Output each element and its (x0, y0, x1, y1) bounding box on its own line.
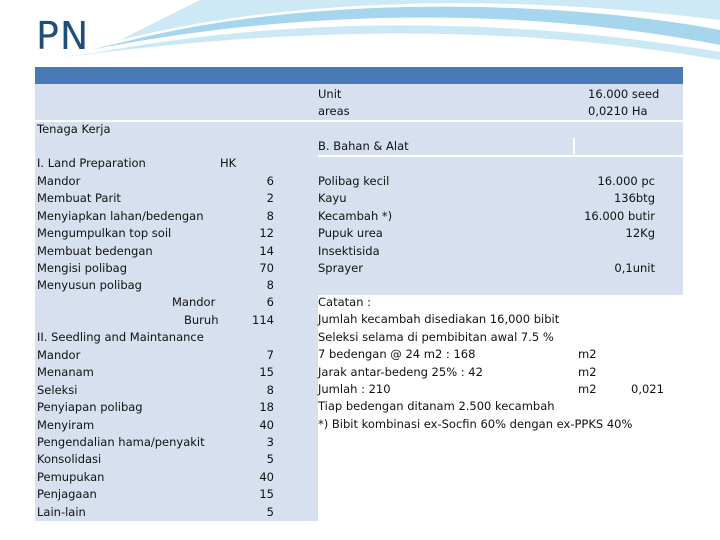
labour-item-label: Membuat bedengan (37, 243, 153, 258)
column-divider (573, 138, 575, 155)
labour-item-label: Konsolidasi (37, 452, 102, 467)
mandor-subtotal-value: 6 (266, 295, 274, 309)
material-value: 16.000 pc (597, 174, 655, 188)
mandor-subtotal-label: Mandor (172, 295, 216, 309)
note-text: Tiap bedengan ditanam 2.500 kecambah (318, 399, 555, 414)
labour-item-value: 6 (266, 174, 274, 188)
material-value: 12Kg (625, 226, 655, 241)
labour-item-label: Pengendalian hama/penyakit (37, 435, 205, 449)
page-title: PN (36, 14, 90, 58)
unit-label: Unit (318, 87, 342, 101)
labour-item-value: 14 (259, 243, 274, 258)
labour-item-label: Lain-lain (37, 504, 86, 519)
material-label: Kayu (318, 191, 347, 206)
note-text: Jarak antar-bedeng 25% : 42 (318, 364, 483, 379)
table-header-bar (35, 67, 683, 84)
material-label: Kecambah *) (318, 208, 393, 223)
labour-item-value: 8 (266, 382, 274, 397)
section-title-labour: Tenaga Kerja (37, 122, 111, 136)
labour-item-value: 40 (259, 469, 274, 484)
material-label: Sprayer (318, 261, 363, 275)
note-text: Jumlah kecambah disediakan 16,000 bibit (318, 312, 560, 327)
buruh-subtotal-label: Buruh (184, 313, 219, 327)
labour-item-value: 5 (266, 504, 274, 519)
labour-item-label: Menyusun polibag (37, 278, 142, 293)
labour-item-value: 15 (259, 365, 274, 380)
material-label: Polibag kecil (318, 174, 390, 188)
labour-item-label: Mengisi polibag (37, 261, 127, 275)
labour-item-label: Mandor (37, 174, 81, 188)
material-value: 0,1unit (614, 261, 655, 275)
material-label: Insektisida (318, 243, 380, 258)
note-unit: m2 (578, 382, 597, 396)
material-label: Pupuk urea (318, 226, 383, 241)
labour-item-value: 15 (259, 487, 274, 502)
note-text: Jumlah : 210 (318, 382, 391, 396)
note-unit: m2 (578, 347, 597, 362)
labour-item-label: Menyiapkan lahan/bedengan (37, 208, 204, 223)
labour-item-label: Membuat Parit (37, 191, 121, 206)
labour-item-label: Penyiapan polibag (37, 400, 143, 415)
labour-item-label: Penjagaan (37, 487, 97, 502)
labour-item-label: Mandor (37, 348, 81, 362)
part2-title: II. Seedling and Maintanance (37, 330, 204, 344)
material-value: 16.000 butir (584, 208, 655, 223)
areas-value: 0,0210 Ha (588, 104, 648, 118)
note-text: *) Bibit kombinasi ex-Socfin 60% dengan ex-PPKS 40% (318, 416, 633, 431)
header-swoosh (0, 0, 720, 70)
labour-item-value: 40 (259, 417, 274, 432)
labour-item-label: Mengumpulkan top soil (37, 226, 172, 241)
labour-item-value: 5 (266, 452, 274, 467)
labour-item-label: Seleksi (37, 382, 78, 397)
section-title-materials: B. Bahan & Alat (318, 139, 409, 153)
part1-title: I. Land Preparation (37, 156, 146, 170)
areas-label: areas (318, 104, 350, 118)
labour-item-label: Pemupukan (37, 469, 105, 484)
labour-item-value: 70 (259, 261, 274, 275)
labour-item-label: Menanam (37, 365, 94, 380)
row-divider (35, 120, 683, 122)
note-text: Catatan : (318, 295, 372, 309)
note-unit: m2 (578, 364, 597, 379)
labour-item-value: 8 (266, 278, 274, 293)
labour-item-value: 8 (266, 208, 274, 223)
hk-header: HK (220, 156, 237, 170)
unit-value: 16.000 seed (588, 87, 660, 101)
note-extra: 0,021 (631, 382, 664, 396)
note-text: Seleksi selama di pembibitan awal 7.5 % (318, 329, 554, 344)
labour-item-value: 3 (266, 435, 274, 449)
labour-item-label: Menyiram (37, 417, 95, 432)
note-text: 7 bedengan @ 24 m2 : 168 (318, 347, 476, 362)
labour-item-value: 2 (266, 191, 274, 206)
labour-item-value: 7 (266, 348, 274, 362)
material-value: 136btg (613, 191, 655, 206)
buruh-subtotal-value: 114 (252, 313, 274, 327)
labour-item-value: 12 (259, 226, 274, 241)
labour-item-value: 18 (259, 400, 274, 415)
